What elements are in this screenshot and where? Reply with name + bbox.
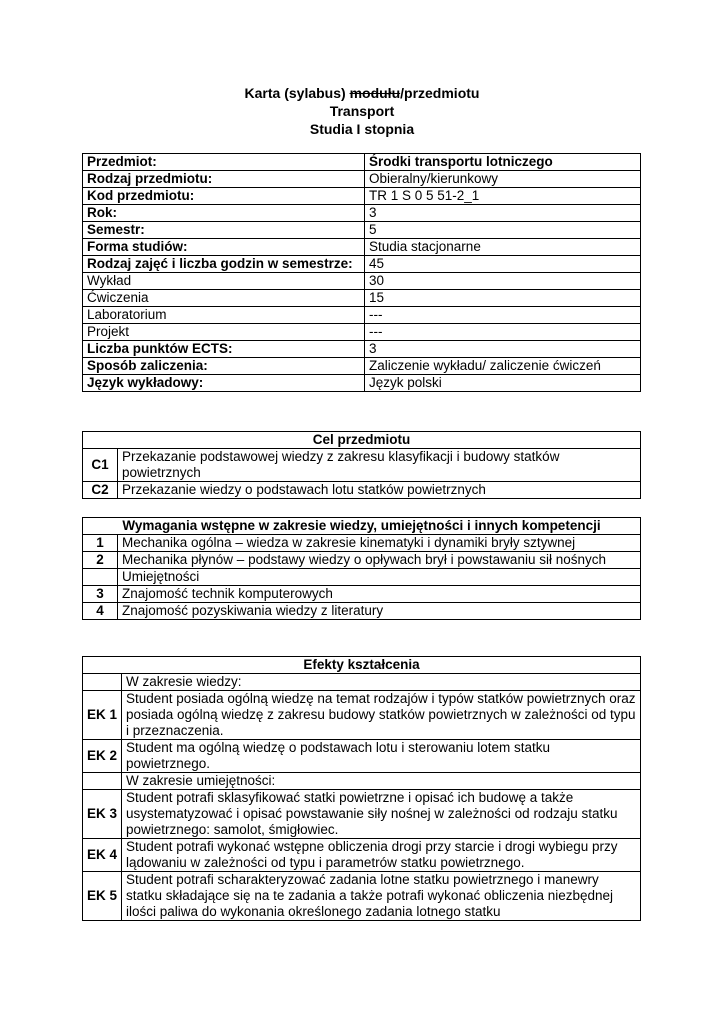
info-row xyxy=(83,324,641,341)
prerequisite-heading-row xyxy=(83,518,641,535)
outcome-row xyxy=(83,740,641,773)
info-value: 15 xyxy=(365,290,641,307)
prerequisite-code: 3 xyxy=(83,586,118,603)
outcome-text: Student potrafi sklasyfikować statki powietrzne i opisać ich budowę a także usystematyzować i opisać powstawanie siły nośnej w zależności od rodzaju statku powietrznego: samolot, śmigłowiec. xyxy=(122,790,641,839)
outcome-heading: Efekty kształcenia xyxy=(83,657,641,674)
prerequisite-code: 2 xyxy=(83,552,118,569)
info-value: 30 xyxy=(365,273,641,290)
info-row xyxy=(83,154,641,171)
info-row xyxy=(83,341,641,358)
goal-heading: Cel przedmiotu xyxy=(83,432,641,449)
info-row xyxy=(83,205,641,222)
outcome-code: EK 4 xyxy=(83,839,122,872)
info-label: Wykład xyxy=(83,273,365,290)
info-row xyxy=(83,290,641,307)
prerequisite-text: Umiejętności xyxy=(118,569,641,586)
info-row xyxy=(83,256,641,273)
info-value: --- xyxy=(365,324,641,341)
info-value: --- xyxy=(365,307,641,324)
title-suffix: /przedmiotu xyxy=(400,85,480,101)
prerequisite-text: Znajomość technik komputerowych xyxy=(118,586,641,603)
prerequisite-text: Mechanika płynów – podstawy wiedzy o opływach brył i powstawaniu sił nośnych xyxy=(118,552,641,569)
title-prefix: Karta (sylabus) xyxy=(244,85,350,101)
prerequisite-code: 1 xyxy=(83,535,118,552)
info-value: Środki transportu lotniczego xyxy=(365,154,641,171)
outcome-code: EK 1 xyxy=(83,691,122,740)
info-label: Laboratorium xyxy=(83,307,365,324)
info-label: Kod przedmiotu: xyxy=(83,188,365,205)
goal-text: Przekazanie wiedzy o podstawach lotu statków powietrznych xyxy=(118,482,641,499)
info-label: Rodzaj zajęć i liczba godzin w semestrze: xyxy=(83,256,365,273)
info-row xyxy=(83,375,641,392)
info-row xyxy=(83,171,641,188)
info-value: 5 xyxy=(365,222,641,239)
prerequisite-heading: Wymagania wstępne w zakresie wiedzy, umiejętności i innych kompetencji xyxy=(83,518,641,535)
prerequisite-row xyxy=(83,535,641,552)
outcome-text: W zakresie wiedzy: xyxy=(122,674,641,691)
outcome-text: W zakresie umiejętności: xyxy=(122,773,641,790)
outcome-text: Student ma ogólną wiedzę o podstawach lotu i sterowaniu lotem statku powietrznego. xyxy=(122,740,641,773)
prerequisite-row xyxy=(83,586,641,603)
info-label: Sposób zaliczenia: xyxy=(83,358,365,375)
outcome-code xyxy=(83,773,122,790)
info-value: TR 1 S 0 5 51-2_1 xyxy=(365,188,641,205)
info-value: Zaliczenie wykładu/ zaliczenie ćwiczeń xyxy=(365,358,641,375)
outcome-text: Student potrafi scharakteryzować zadania lotne statku powietrznego i manewry statku składające się na te zadania a także potrafi wykonać obliczenia niezbędnej ilości paliwa do wykonania określonego zadania lotnego statku xyxy=(122,872,641,921)
outcome-row xyxy=(83,773,641,790)
prerequisite-row xyxy=(83,569,641,586)
info-label: Język wykładowy: xyxy=(83,375,365,392)
title-line-2: Transport xyxy=(329,103,395,119)
goal-row xyxy=(83,482,641,499)
outcome-text: Student potrafi wykonać wstępne obliczenia drogi przy starcie i drogi wybiegu przy lądowaniu w zależności od typu i parametrów statku powietrznego. xyxy=(122,839,641,872)
goal-row xyxy=(83,449,641,482)
title-line-3: Studia I stopnia xyxy=(309,121,415,137)
title-strikethrough: modułu xyxy=(349,85,401,101)
info-label: Liczba punktów ECTS: xyxy=(83,341,365,358)
info-value: 3 xyxy=(365,205,641,222)
prerequisites-table xyxy=(82,517,641,620)
info-label: Rok: xyxy=(83,205,365,222)
outcome-text: Student posiada ogólną wiedzę na temat rodzajów i typów statków powietrznych oraz posiada ogólną wiedzę z zakresu budowy statków powietrznych w zależności od typu i przeznaczenia. xyxy=(122,691,641,740)
outcome-code: EK 2 xyxy=(83,740,122,773)
info-label: Ćwiczenia xyxy=(83,290,365,307)
prerequisite-row xyxy=(83,603,641,620)
goal-code: C1 xyxy=(83,449,118,482)
info-label: Forma studiów: xyxy=(83,239,365,256)
title-line-1 xyxy=(0,84,724,102)
info-value: 45 xyxy=(365,256,641,273)
info-label: Projekt xyxy=(83,324,365,341)
course-info-table xyxy=(82,153,641,392)
info-row xyxy=(83,222,641,239)
prerequisite-row xyxy=(83,552,641,569)
outcome-row xyxy=(83,872,641,921)
info-value: Język polski xyxy=(365,375,641,392)
prerequisite-text: Znajomość pozyskiwania wiedzy z literatury xyxy=(118,603,641,620)
outcome-row xyxy=(83,674,641,691)
goal-heading-row xyxy=(83,432,641,449)
outcome-row xyxy=(83,790,641,839)
outcome-code: EK 3 xyxy=(83,790,122,839)
goal-text: Przekazanie podstawowej wiedzy z zakresu klasyfikacji i budowy statków powietrznych xyxy=(118,449,641,482)
prerequisite-code xyxy=(83,569,118,586)
info-row xyxy=(83,307,641,324)
outcome-heading-row xyxy=(83,657,641,674)
info-label: Semestr: xyxy=(83,222,365,239)
prerequisite-text: Mechanika ogólna – wiedza w zakresie kinematyki i dynamiki bryły sztywnej xyxy=(118,535,641,552)
prerequisite-code: 4 xyxy=(83,603,118,620)
outcome-code xyxy=(83,674,122,691)
info-value: Obieralny/kierunkowy xyxy=(365,171,641,188)
info-label: Przedmiot: xyxy=(83,154,365,171)
goal-code: C2 xyxy=(83,482,118,499)
outcome-row xyxy=(83,839,641,872)
course-goals-table xyxy=(82,431,641,499)
document-title xyxy=(0,84,724,138)
info-row xyxy=(83,188,641,205)
info-row xyxy=(83,358,641,375)
info-value: Studia stacjonarne xyxy=(365,239,641,256)
info-label: Rodzaj przedmiotu: xyxy=(83,171,365,188)
info-value: 3 xyxy=(365,341,641,358)
learning-outcomes-table xyxy=(82,656,641,921)
info-row xyxy=(83,239,641,256)
outcome-code: EK 5 xyxy=(83,872,122,921)
info-row xyxy=(83,273,641,290)
outcome-row xyxy=(83,691,641,740)
